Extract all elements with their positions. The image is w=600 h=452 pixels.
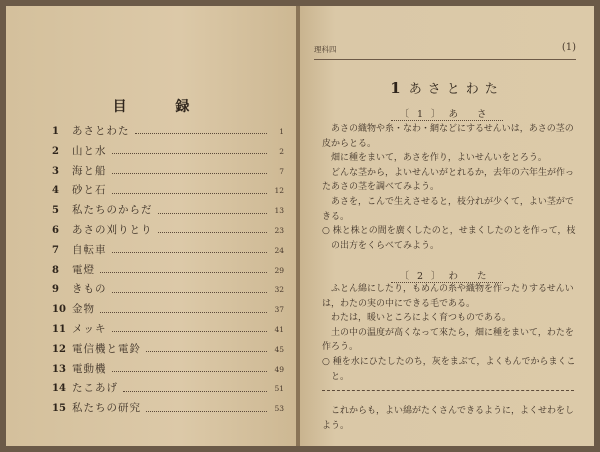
toc-item-number: 13 <box>52 363 66 375</box>
toc-leader-dots <box>100 312 267 313</box>
paragraph: 畑に種をまいて，あさを作り，よいせんいをとろう。 <box>331 153 547 164</box>
section-2-body <box>322 282 578 384</box>
toc-item-page: 45 <box>274 344 284 354</box>
toc-item-page: 53 <box>274 404 284 414</box>
toc-item-number: 2 <box>52 145 59 157</box>
toc-item-number: 14 <box>52 383 66 395</box>
section-divider <box>322 390 574 391</box>
toc-item-number: 4 <box>52 185 59 197</box>
toc-item <box>52 261 284 281</box>
page-number: (1) <box>561 42 576 53</box>
toc-item-title: あさの刈りとり <box>72 223 153 236</box>
toc-leader-dots <box>123 391 267 392</box>
toc-item-number: 6 <box>52 224 59 236</box>
section-heading-1: 〔1〕あ さ <box>300 106 594 121</box>
paragraph: これからも，よい綿がたくさんできるように，よくせわをしよう。 <box>322 406 575 431</box>
chapter-title <box>300 78 594 97</box>
toc-leader-dots <box>112 371 268 372</box>
toc-leader-dots <box>100 272 267 273</box>
toc-item-number: 15 <box>52 403 66 415</box>
running-head-book-title: 理科四 <box>314 45 337 54</box>
toc-item <box>52 181 284 201</box>
toc-item-title: 自転車 <box>72 243 107 256</box>
toc-item-page: 7 <box>279 166 284 176</box>
toc-item-page: 32 <box>274 285 284 295</box>
toc-item-title: 電信機と電鈴 <box>72 342 141 355</box>
chapter-number: 1 <box>390 79 401 97</box>
toc-leader-dots <box>158 232 268 233</box>
toc-item-title: あさとわた <box>72 125 130 137</box>
toc-item-page: 51 <box>274 384 284 394</box>
toc-leader-dots <box>158 213 268 214</box>
toc-item-page: 29 <box>274 265 284 275</box>
closing-paragraph-block <box>322 404 578 433</box>
toc-list <box>52 122 284 419</box>
toc-item-page: 2 <box>279 146 284 156</box>
toc-item-page: 24 <box>274 245 284 255</box>
toc-item-title: 山と水 <box>72 144 107 157</box>
toc-item <box>52 379 284 399</box>
toc-item-page: 12 <box>274 186 284 196</box>
bullet-paragraph: ○ 種を水にひたしたのち，灰をまぶて，よくもんでからまくこと。 <box>322 356 576 382</box>
paragraph: あさの織物や糸・なわ・網などにするせんいは，あさの茎の皮からとる。 <box>322 124 574 149</box>
section-heading-2: 〔2〕わ た <box>300 268 594 283</box>
toc-item-page: 13 <box>274 206 284 216</box>
left-page <box>6 6 296 446</box>
toc-item-title: 電燈 <box>72 263 95 276</box>
toc-item <box>52 340 284 360</box>
toc-item-page: 37 <box>274 305 284 315</box>
toc-item <box>52 320 284 340</box>
toc-item <box>52 300 284 320</box>
toc-item-page: 49 <box>274 364 284 374</box>
toc-item-title: きもの <box>72 283 107 296</box>
running-head <box>314 44 576 58</box>
toc-item-title: 金物 <box>72 303 95 316</box>
toc-item <box>52 399 284 419</box>
toc-leader-dots <box>146 351 267 352</box>
toc-leader-dots <box>112 331 268 332</box>
toc-leader-dots <box>146 411 267 412</box>
chapter-title-text: あさとわた <box>408 82 504 97</box>
toc-leader-dots <box>135 133 268 134</box>
toc-item <box>52 142 284 162</box>
toc-item-page: 23 <box>274 225 284 235</box>
toc-item-title: たこあげ <box>72 382 118 395</box>
toc-leader-dots <box>112 292 268 293</box>
section-1-body <box>322 122 578 253</box>
toc-item <box>52 162 284 182</box>
bullet-paragraph: ○ 株と株との間を廣くしたのと，せまくしたのとを作って，枝の出方をくらべてみよう。 <box>322 226 576 251</box>
toc-item-number: 3 <box>52 165 59 177</box>
toc-leader-dots <box>112 173 268 174</box>
toc-item-number: 10 <box>52 304 66 316</box>
toc-item-number: 9 <box>52 284 59 296</box>
toc-item-page: 41 <box>274 324 284 334</box>
toc-item <box>52 241 284 261</box>
toc-item-number: 7 <box>52 244 59 256</box>
toc-item-title: 砂と石 <box>72 184 107 197</box>
toc-leader-dots <box>112 193 268 194</box>
toc-item-page: 1 <box>279 127 284 136</box>
toc-item-number: 11 <box>52 323 66 335</box>
toc-item <box>52 280 284 300</box>
toc-item-number: 5 <box>52 205 59 217</box>
toc-title: 目 録 <box>112 99 212 115</box>
toc-item-number: 12 <box>52 343 66 355</box>
paragraph: 土の中の温度が高くなって來たら，畑に種をまいて，わたを作ろう。 <box>322 327 574 353</box>
toc-item-title: 電動機 <box>72 362 107 375</box>
right-page <box>300 6 594 446</box>
toc-item-title: 私たちの研究 <box>72 402 141 415</box>
toc-item <box>52 360 284 380</box>
toc-item <box>52 122 284 142</box>
toc-item <box>52 221 284 241</box>
toc-item-title: メッキ <box>72 322 107 335</box>
toc-item-number: 1 <box>52 126 59 137</box>
paragraph: わたは，暖いところによく育つものである。 <box>331 313 512 324</box>
paragraph: あさを，こんで生えさせると，枝分れが少くて，よい茎ができる。 <box>322 196 574 222</box>
toc-item <box>52 201 284 221</box>
toc-leader-dots <box>112 153 268 154</box>
toc-item-title: 私たちのからだ <box>72 204 153 217</box>
toc-item-number: 8 <box>52 264 59 276</box>
toc-item-title: 海と船 <box>72 164 107 177</box>
toc-leader-dots <box>112 252 268 253</box>
paragraph: ふとん綿にしたり，もめんの糸や織物を作ったりするせんいは，わたの実の中にできる毛である。 <box>322 284 574 309</box>
paragraph: どんな茎から，よいせんいがとれるか，去年の六年生が作ったあさの茎を調べてみよう。 <box>322 167 575 193</box>
header-rule <box>314 59 576 60</box>
